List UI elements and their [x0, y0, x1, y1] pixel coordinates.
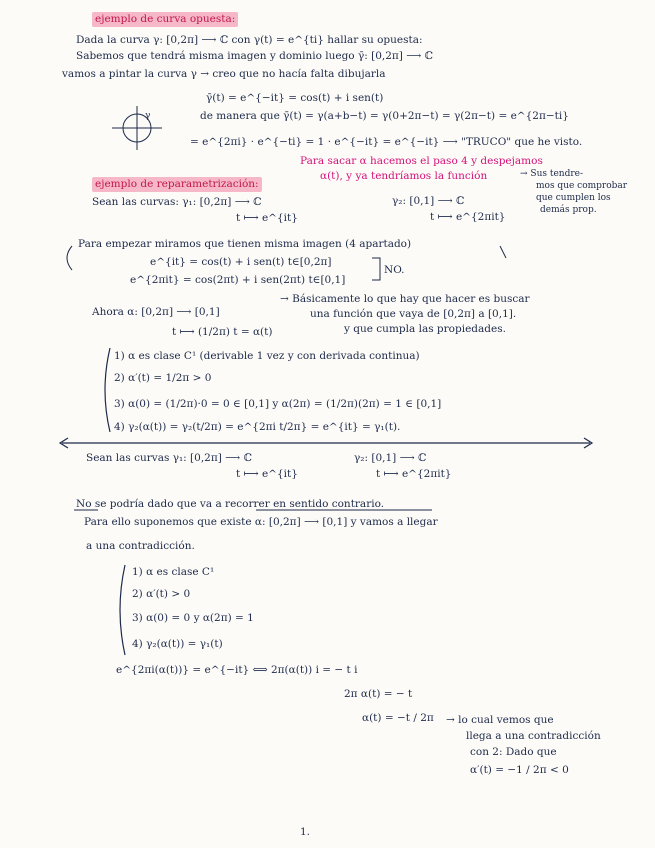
property-item: 2) α′(t) = 1/2π > 0	[114, 372, 212, 384]
side-note-line: que cumplen los	[536, 193, 611, 203]
text-line: γ̄(t) = e^{−it} = cos(t) + i sen(t)	[206, 92, 384, 104]
text-line: Ahora α: [0,2π] ⟶ [0,1]	[92, 306, 220, 318]
page-number: 1.	[300, 826, 311, 838]
curve-map: t ⟼ e^{2πit}	[376, 468, 452, 480]
property-item: 3) α(0) = 0 y α(2π) = 1	[132, 612, 254, 624]
text-line: de manera que γ̄(t) = γ(a+b−t) = γ(0+2π−t) = γ(2π−t) = e^{2π−ti}	[200, 110, 569, 122]
text-line: Dada la curva γ: [0,2π] ⟶ ℂ con γ(t) = e^{ti} hallar su opuesta:	[76, 34, 423, 46]
curve-map: t ⟼ e^{it}	[236, 212, 298, 224]
hint-line: una función que vaya de [0,2π] a [0,1].	[310, 308, 517, 320]
text-line: t ⟼ (1/2π) t = α(t)	[172, 326, 273, 338]
equation: e^{2πit} = cos(2πt) + i sen(2πt) t∈[0,1]	[130, 274, 346, 286]
curve-def: Sean las curvas γ₁: [0,2π] ⟶ ℂ	[86, 452, 252, 464]
conclusion-line: con 2: Dado que	[470, 746, 557, 758]
derivation-line: α(t) = −t / 2π	[362, 712, 434, 724]
curve-map: t ⟼ e^{it}	[236, 468, 298, 480]
property-item: 4) γ₂(α(t)) = γ₂(t/2π) = e^{2πi t/2π} = e^{it} = γ₁(t).	[114, 421, 401, 433]
text-line: Sabemos que tendrá misma imagen y dominio luego γ̄: [0,2π] ⟶ ℂ	[76, 50, 433, 62]
text-line: = e^{2πi} · e^{−ti} = 1 · e^{−it} = e^{−it} ⟶ "TRUCO" que he visto.	[190, 136, 583, 148]
curve-map: t ⟼ e^{2πit}	[430, 211, 506, 223]
figure-label: γ	[145, 111, 151, 121]
hint-line: → Básicamente lo que hay que hacer es buscar	[280, 293, 530, 305]
equation: e^{it} = cos(t) + i sen(t) t∈[0,2π]	[150, 256, 332, 268]
text-line: No se podría dado que va a recorrer en sentido contrario.	[76, 498, 385, 510]
text-line: Para ello suponemos que existe α: [0,2π] ⟶ [0,1] y vamos a llegar	[84, 516, 438, 528]
curve-def: γ₂: [0,1] ⟶ ℂ	[392, 195, 465, 207]
section-heading-opposite-curve: ejemplo de curva opuesta:	[92, 12, 238, 27]
property-item: 1) α es clase C¹	[132, 566, 215, 578]
text-line: vamos a pintar la curva γ → creo que no hacía falta dibujarla	[62, 68, 386, 80]
section-heading-reparametrization: ejemplo de reparametrización:	[92, 177, 262, 192]
pink-note-line: α(t), y ya tendríamos la función	[320, 170, 488, 182]
conclusion-line: llega a una contradicción	[466, 730, 601, 742]
derivation-line: α′(t) = −1 / 2π < 0	[470, 764, 569, 776]
property-item: 2) α′(t) > 0	[132, 588, 191, 600]
derivation-line: 2π α(t) = − t	[344, 688, 413, 700]
property-item: 4) γ₂(α(t)) = γ₁(t)	[132, 638, 223, 650]
pink-note-line: Para sacar α hacemos el paso 4 y despejamos	[300, 155, 543, 167]
property-item: 3) α(0) = (1/2π)·0 = 0 ∈ [0,1] y α(2π) = (1/2π)(2π) = 1 ∈ [0,1]	[114, 398, 442, 410]
no-label: NO.	[384, 264, 405, 276]
text-line: a una contradicción.	[86, 540, 195, 552]
hint-line: y que cumpla las propiedades.	[344, 323, 506, 335]
side-note-line: mos que comprobar	[536, 181, 628, 191]
side-note-line: demás prop.	[540, 205, 597, 215]
side-note-line: → Sus tendre-	[520, 169, 584, 179]
curve-def: γ₂: [0,1] ⟶ ℂ	[354, 452, 427, 464]
curve-def: Sean las curvas: γ₁: [0,2π] ⟶ ℂ	[92, 196, 262, 208]
conclusion-line: → lo cual vemos que	[446, 714, 554, 726]
derivation-line: e^{2πi(α(t))} = e^{−it} ⟺ 2π(α(t)) i = − t i	[116, 664, 358, 676]
text-line: Para empezar miramos que tienen misma imagen (4 apartado)	[78, 238, 412, 250]
property-item: 1) α es clase C¹ (derivable 1 vez y con derivada continua)	[114, 350, 420, 362]
